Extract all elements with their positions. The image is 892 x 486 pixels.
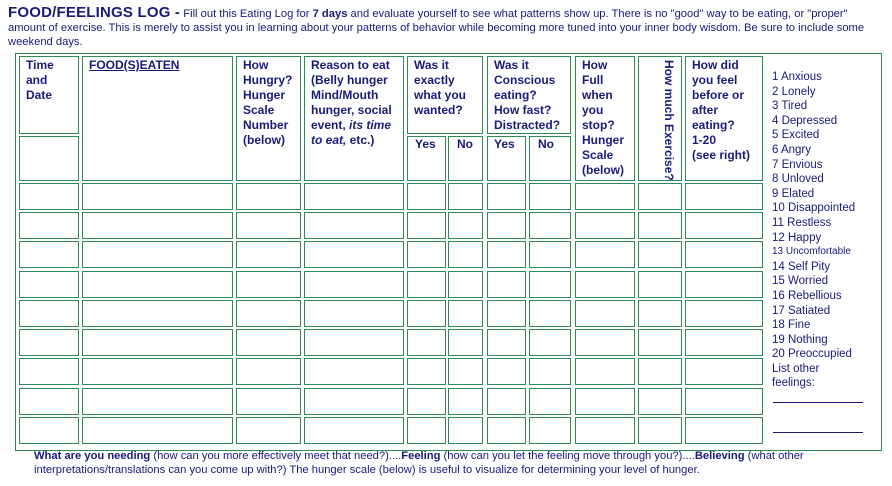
intro-text <box>8 6 884 50</box>
feeling-item: 16 Rebellious <box>772 289 842 302</box>
feeling-item: 4 Depressed <box>772 114 838 127</box>
feeling-item: 8 Unloved <box>772 173 824 186</box>
feel-line-2: you feel <box>692 73 738 87</box>
feeling-item: 11 Restless <box>772 216 832 229</box>
entry-cell[interactable] <box>407 183 446 210</box>
reason-line-1: Reason to eat <box>311 58 390 72</box>
entry-cell[interactable] <box>487 183 526 210</box>
full-line-6: Hunger <box>582 133 624 147</box>
entry-cell[interactable] <box>638 212 682 239</box>
header-feel <box>687 56 765 165</box>
entry-cell[interactable] <box>529 300 571 327</box>
entry-cell[interactable] <box>304 271 404 298</box>
feeling-item: 5 Excited <box>772 129 820 142</box>
entry-cell[interactable] <box>575 300 635 327</box>
entry-cell[interactable] <box>685 388 763 415</box>
entry-cell[interactable] <box>82 329 233 356</box>
full-line-3: when <box>582 88 613 102</box>
entry-cell[interactable] <box>638 388 682 415</box>
header-reason <box>306 56 406 150</box>
entry-cell[interactable] <box>236 417 301 444</box>
entry-cell[interactable] <box>487 300 526 327</box>
entry-cell[interactable] <box>529 358 571 385</box>
entry-cell[interactable] <box>487 212 526 239</box>
feeling-item: 13 Uncomfortable <box>772 246 851 258</box>
feel-line-5: eating? <box>692 118 735 132</box>
entry-cell[interactable] <box>638 358 682 385</box>
footer-t2: (how can you let the feeling move through you?).... <box>440 450 695 462</box>
full-line-1: How <box>582 58 608 72</box>
feeling-item: 14 Self Pity <box>772 260 831 273</box>
header-conscious <box>489 56 573 135</box>
entry-cell[interactable] <box>304 300 404 327</box>
reason-line-5b: its time <box>349 118 392 132</box>
feeling-item: 10 Disappointed <box>772 202 856 215</box>
entry-cell[interactable] <box>407 241 446 268</box>
entry-cell[interactable] <box>487 388 526 415</box>
entry-cell[interactable] <box>448 241 483 268</box>
entry-cell[interactable] <box>407 417 446 444</box>
entry-cell[interactable] <box>448 183 483 210</box>
feeling-item: 18 Fine <box>772 319 811 332</box>
entry-cell[interactable] <box>575 271 635 298</box>
reason-line-5 <box>311 118 401 133</box>
entry-cell[interactable] <box>685 358 763 385</box>
wanted-line-4: wanted? <box>414 103 463 117</box>
intro-text-a: Fill out this Eating Log for <box>180 8 313 20</box>
entry-cell[interactable] <box>236 388 301 415</box>
hungry-line-5: Number <box>243 118 289 132</box>
entry-cell[interactable] <box>19 329 79 356</box>
reason-line-6a: to eat, <box>311 133 347 147</box>
footer-t1: (how can you more effectively meet that need?).... <box>150 450 402 462</box>
entry-cell[interactable] <box>82 183 233 210</box>
entry-cell[interactable] <box>304 358 404 385</box>
entry-cell[interactable] <box>304 183 404 210</box>
hungry-line-1: How <box>243 58 269 72</box>
entry-cell[interactable] <box>236 271 301 298</box>
intro-days: 7 days <box>312 8 348 20</box>
time-line-3: Date <box>26 88 53 102</box>
entry-cell[interactable] <box>487 417 526 444</box>
entry-cell[interactable] <box>685 241 763 268</box>
entry-cell[interactable] <box>236 300 301 327</box>
entry-cell[interactable] <box>529 417 571 444</box>
feel-line-4: after <box>692 103 719 117</box>
other-feeling-line-1[interactable] <box>773 402 863 403</box>
entry-cell[interactable] <box>407 329 446 356</box>
full-line-5: stop? <box>582 118 615 132</box>
log-title: FOOD/FEELINGS LOG - <box>8 4 181 21</box>
entry-cell[interactable] <box>638 271 682 298</box>
entry-cell[interactable] <box>304 329 404 356</box>
intro-text-b: and evaluate yourself to see what patterns show up. There is no "good" way to be eating, or "proper" amount of exercise. This is merely to assist you in learning about your patterns of behavior while becoming more tuned into your inner body wisdom. Be sure to include some weekend days. <box>8 8 865 49</box>
wanted-yes-label: Yes <box>415 137 436 151</box>
feeling-item: 9 Elated <box>772 187 815 200</box>
entry-cell[interactable] <box>19 241 79 268</box>
entry-cell[interactable] <box>407 271 446 298</box>
footer-feeling: Feeling <box>401 450 441 462</box>
entry-cell[interactable] <box>448 271 483 298</box>
entry-cell[interactable] <box>487 241 526 268</box>
entry-cell[interactable] <box>685 329 763 356</box>
entry-cell[interactable] <box>487 358 526 385</box>
entry-cell[interactable] <box>575 212 635 239</box>
full-line-7: Scale <box>582 148 614 162</box>
entry-cell[interactable] <box>529 212 571 239</box>
reason-line-4: hunger, social <box>311 103 392 117</box>
hungry-line-3: Hunger <box>243 88 285 102</box>
reason-line-6 <box>311 133 401 148</box>
other-feelings-label-2: feelings: <box>772 377 815 390</box>
entry-cell[interactable] <box>638 183 682 210</box>
feeling-item: 20 Preoccupied <box>772 348 852 361</box>
entry-cell[interactable] <box>529 183 571 210</box>
hungry-line-4: Scale <box>243 103 275 117</box>
feeling-item: 15 Worried <box>772 275 829 288</box>
entry-cell[interactable] <box>575 358 635 385</box>
header-wanted <box>409 56 483 120</box>
footer-t3: (what other interpretations/translations can you come up with?) The hunger scale (below) is useful to visualize for determining your level of hunger. <box>34 450 804 476</box>
reason-line-5a: event, <box>311 118 350 132</box>
full-line-4: you <box>582 103 604 117</box>
entry-cell[interactable] <box>685 212 763 239</box>
entry-cell[interactable] <box>685 271 763 298</box>
entry-cell[interactable] <box>82 388 233 415</box>
entry-cell[interactable] <box>487 329 526 356</box>
feeling-item: 3 Tired <box>772 100 808 113</box>
entry-cell[interactable] <box>448 417 483 444</box>
entry-cell[interactable] <box>82 358 233 385</box>
feeling-item: 19 Nothing <box>772 333 828 346</box>
time-line-2: and <box>26 73 48 87</box>
feeling-item: 2 Lonely <box>772 85 816 98</box>
footer-needing: What are you needing <box>34 450 151 462</box>
entry-cell[interactable] <box>638 329 682 356</box>
header-hungry <box>238 56 301 150</box>
entry-cell[interactable] <box>529 241 571 268</box>
feeling-item: 1 Anxious <box>772 71 822 83</box>
other-feelings-label-1: List other <box>772 362 820 375</box>
entry-cell[interactable] <box>236 241 301 268</box>
conscious-line-5: Distracted? <box>494 118 561 132</box>
entry-cell[interactable] <box>407 212 446 239</box>
feel-line-6: 1-20 <box>692 133 717 147</box>
full-line-8: (below) <box>582 163 624 177</box>
header-cell-time-lower <box>19 136 79 181</box>
entry-cell[interactable] <box>19 271 79 298</box>
entry-cell[interactable] <box>685 183 763 210</box>
conscious-line-1: Was it <box>494 58 529 72</box>
entry-cell[interactable] <box>304 388 404 415</box>
conscious-line-3: eating? <box>494 88 537 102</box>
feel-line-3: before or <box>692 88 745 102</box>
conscious-line-2: Conscious <box>494 73 556 87</box>
entry-cell[interactable] <box>638 241 682 268</box>
entry-cell[interactable] <box>304 241 404 268</box>
reason-line-6b: etc.) <box>346 133 375 147</box>
entry-cell[interactable] <box>82 212 233 239</box>
entry-cell[interactable] <box>236 329 301 356</box>
entry-cell[interactable] <box>407 388 446 415</box>
entry-cell[interactable] <box>19 358 79 385</box>
entry-cell[interactable] <box>638 417 682 444</box>
entry-cell[interactable] <box>638 300 682 327</box>
entry-cell[interactable] <box>448 300 483 327</box>
entry-cell[interactable] <box>82 271 233 298</box>
entry-cell[interactable] <box>236 358 301 385</box>
feeling-item: 6 Angry <box>772 143 811 156</box>
wanted-line-3: what you <box>414 88 467 102</box>
entry-cell[interactable] <box>19 183 79 210</box>
footer-believing: Believing <box>694 450 745 462</box>
entry-cell[interactable] <box>685 417 763 444</box>
time-line-1: Time <box>26 58 54 72</box>
wanted-no-label: No <box>457 137 473 151</box>
entry-cell[interactable] <box>529 271 571 298</box>
entry-cell[interactable] <box>575 241 635 268</box>
entry-cell[interactable] <box>407 300 446 327</box>
feel-line-7: (see right) <box>692 148 751 162</box>
entry-cell[interactable] <box>448 358 483 385</box>
feelings-list <box>772 70 887 391</box>
conscious-no-label: No <box>538 137 554 151</box>
entry-cell[interactable] <box>448 388 483 415</box>
entry-cell[interactable] <box>529 388 571 415</box>
entry-cell[interactable] <box>529 329 571 356</box>
header-full <box>577 56 637 180</box>
entry-cell[interactable] <box>487 271 526 298</box>
wanted-line-2: exactly <box>414 73 455 87</box>
reason-line-3: Mind/Mouth <box>311 88 379 102</box>
entry-cell[interactable] <box>82 241 233 268</box>
entry-cell[interactable] <box>19 212 79 239</box>
conscious-yes-label: Yes <box>494 137 515 151</box>
feel-line-1: How did <box>692 58 739 72</box>
reason-line-2: (Belly hunger <box>311 73 388 87</box>
entry-cell[interactable] <box>575 329 635 356</box>
feeling-item: 17 Satiated <box>772 304 831 317</box>
entry-cell[interactable] <box>575 388 635 415</box>
food-label: FOOD(S)EATEN <box>89 58 180 72</box>
entry-cell[interactable] <box>19 417 79 444</box>
entry-cell[interactable] <box>19 300 79 327</box>
entry-cell[interactable] <box>448 329 483 356</box>
entry-cell[interactable] <box>685 300 763 327</box>
feeling-item: 7 Envious <box>772 158 823 171</box>
hungry-line-2: Hungry? <box>243 73 293 87</box>
entry-cell[interactable] <box>236 183 301 210</box>
wanted-line-1: Was it <box>414 58 449 72</box>
conscious-line-4: How fast? <box>494 103 552 117</box>
entry-cell[interactable] <box>575 183 635 210</box>
hungry-line-6: (below) <box>243 133 285 147</box>
header-food <box>84 56 233 75</box>
entry-cell[interactable] <box>304 212 404 239</box>
entry-cell[interactable] <box>82 300 233 327</box>
entry-cell[interactable] <box>304 417 404 444</box>
entry-cell[interactable] <box>448 212 483 239</box>
entry-cell[interactable] <box>19 388 79 415</box>
feeling-item: 12 Happy <box>772 231 822 244</box>
entry-cell[interactable] <box>407 358 446 385</box>
full-line-2: Full <box>582 73 604 87</box>
footer-text <box>34 449 884 477</box>
entry-cell[interactable] <box>82 417 233 444</box>
entry-cell[interactable] <box>575 417 635 444</box>
header-time <box>21 56 79 105</box>
other-feeling-line-2[interactable] <box>773 432 863 433</box>
entry-cell[interactable] <box>236 212 301 239</box>
header-exercise: How much Exercise? <box>662 60 676 181</box>
